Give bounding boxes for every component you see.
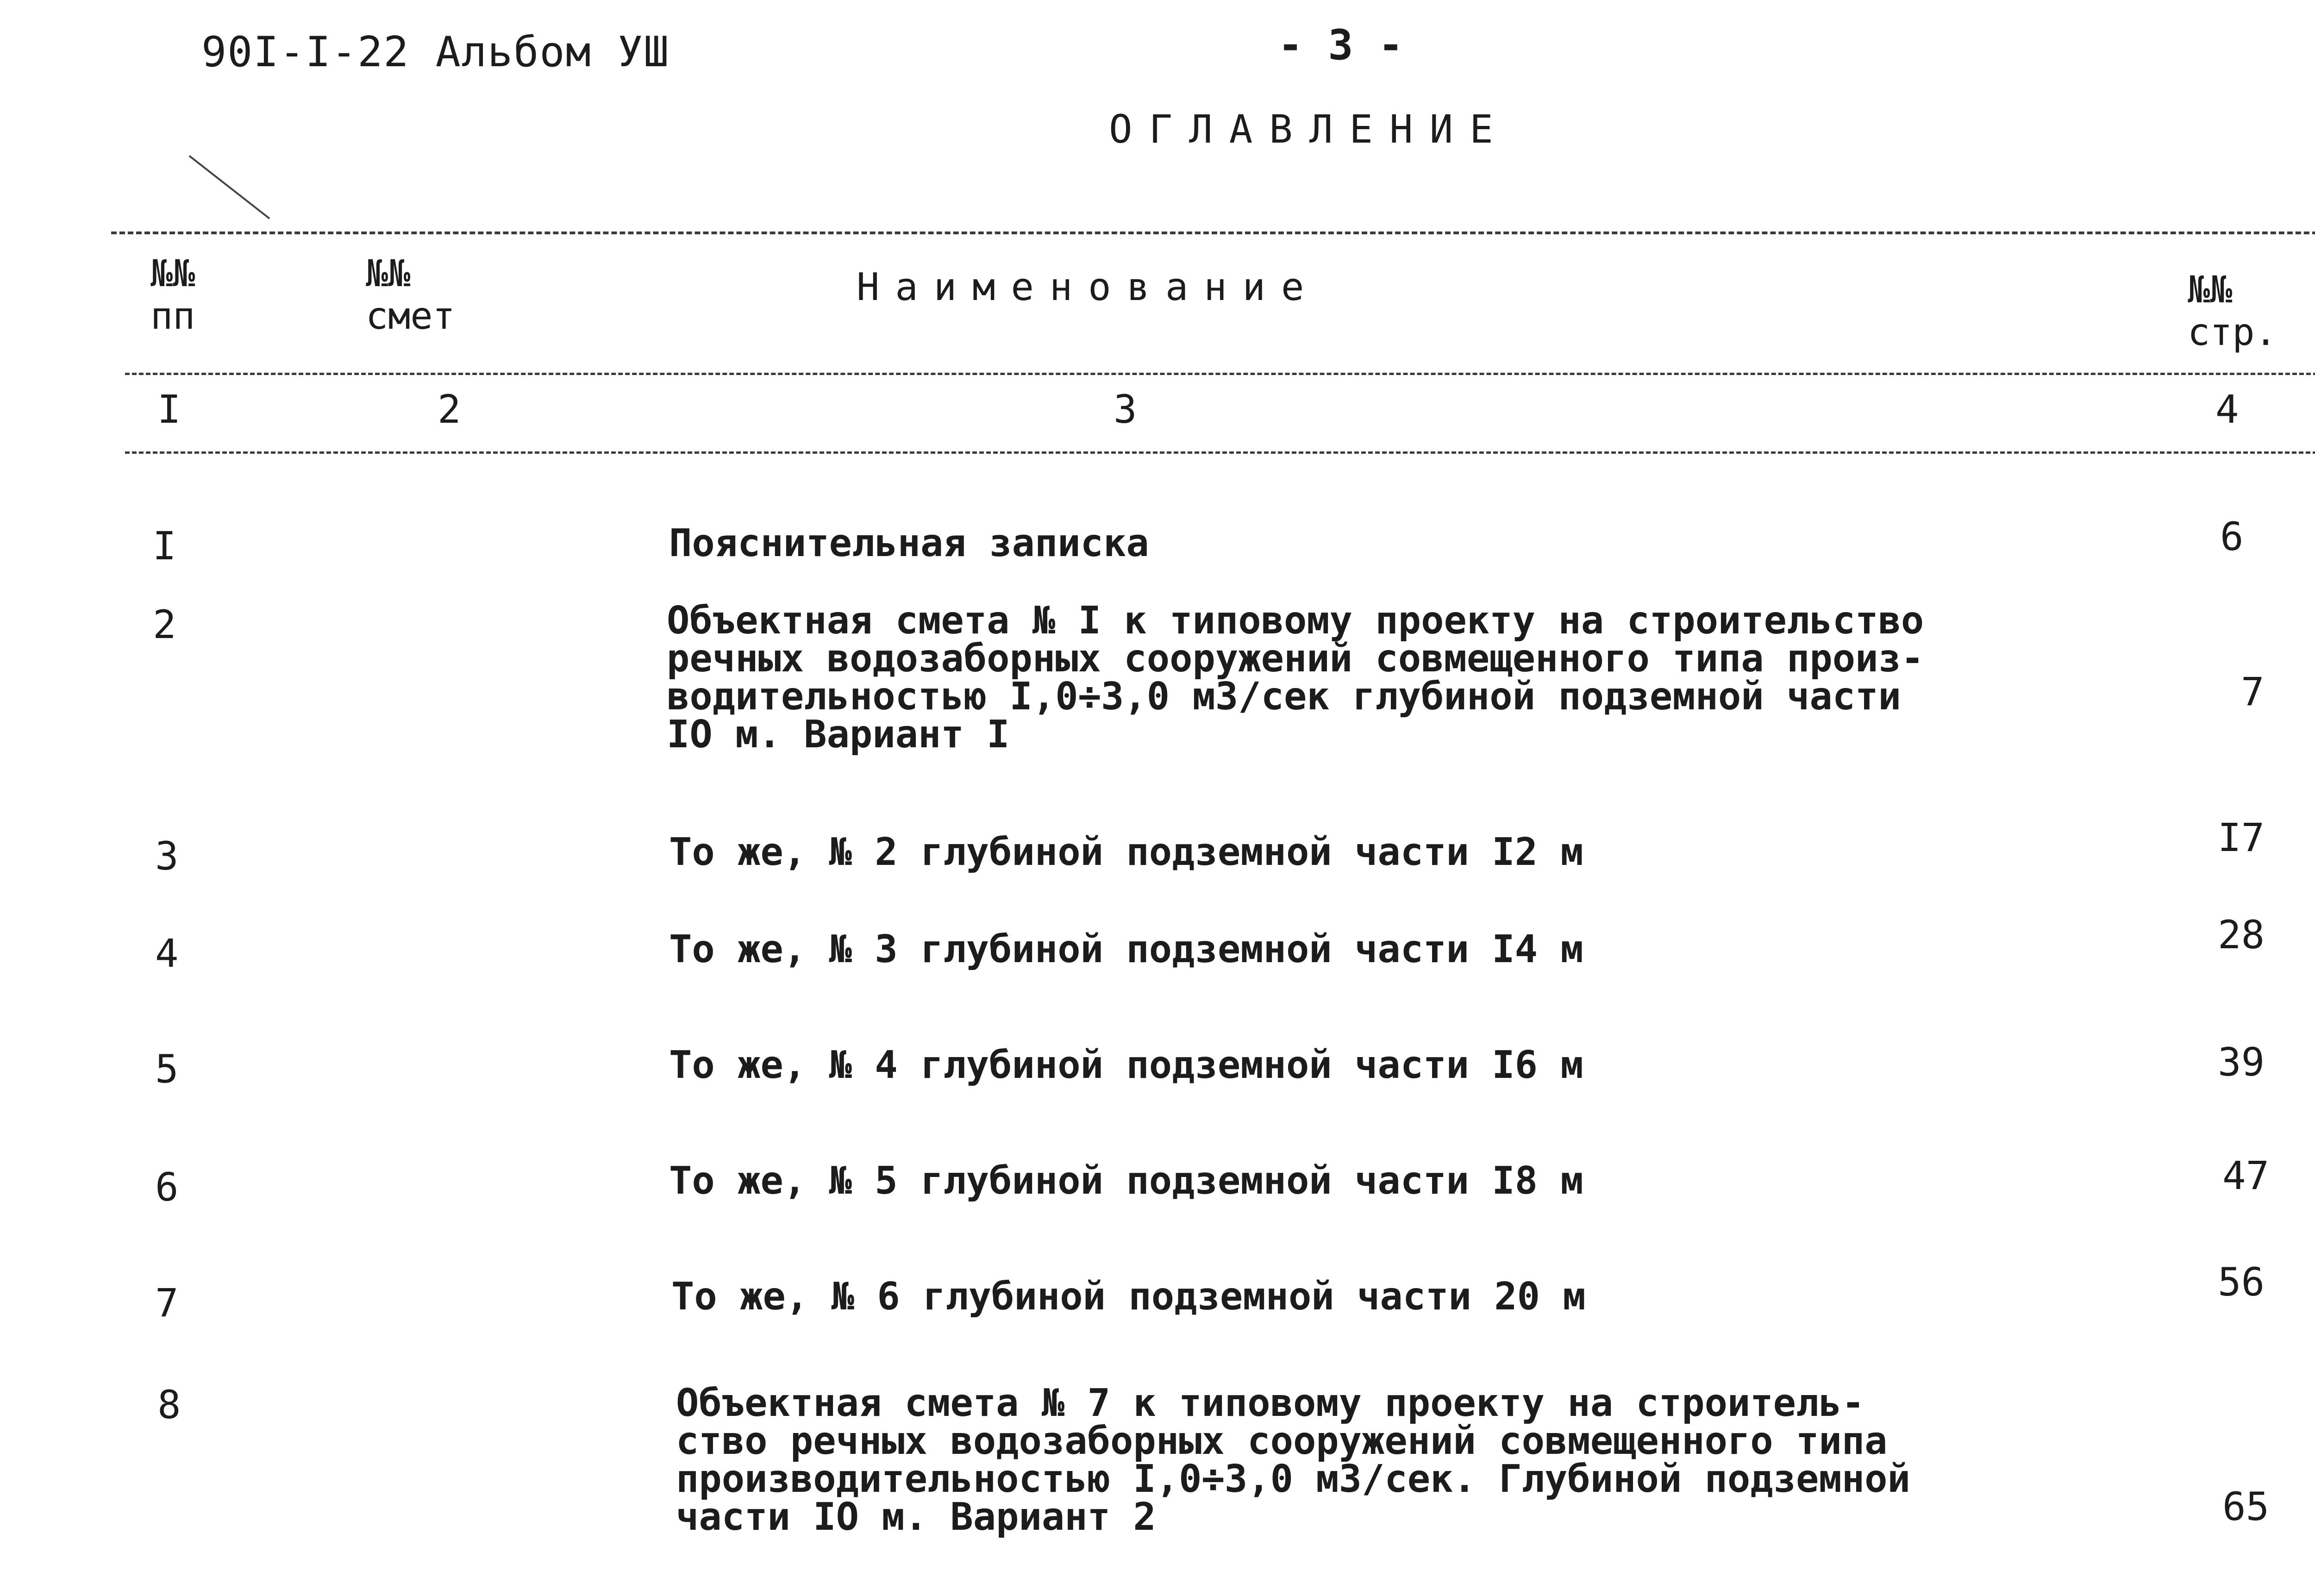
column-header-page [2188,269,2277,354]
row-page: 39 [2218,1039,2265,1085]
row-page: 7 [2241,669,2265,714]
column-index: I [157,387,181,432]
column-index: 2 [438,387,461,432]
row-number: 5 [155,1046,179,1092]
row-page: 6 [2220,514,2244,559]
column-header-line: пп [150,294,195,338]
header-divider-rule [125,373,2315,375]
row-title: То же, № 5 глубиной подземной части I8 м [669,1159,1583,1203]
table-top-rule [111,232,2315,234]
row-page: I7 [2218,815,2265,860]
pen-stroke [189,155,270,219]
column-index: 3 [1114,387,1137,432]
row-number: I [153,523,176,569]
row-page: 65 [2222,1484,2270,1529]
page-title: ОГЛАВЛЕНИЕ [1109,106,1510,152]
column-header-line: №№ [2188,268,2233,311]
row-title: Объектная смета № I к типовому проекту на строительство речных водозаборных сооружений совмещенного типа произ- водительностью I,0÷3,0 м3/сек глубиной подземной части IO м. Вариант I [667,599,1924,757]
page-number: - 3 - [1278,21,1403,69]
header-bottom-rule [125,451,2315,454]
row-title: Объектная смета № 7 к типовому проекту на строитель- ство речных водозаборных сооружений совмещенного типа производительностью I,0÷3,0 м3/сек. Глубиной подземной части IO м. Вариант 2 [676,1381,1910,1539]
row-number: 8 [157,1382,181,1427]
row-title: То же, № 6 глубиной подземной части 20 м [671,1275,1586,1319]
column-header-line: смет [366,294,455,338]
row-title: То же, № 3 глубиной подземной части I4 м [669,927,1583,971]
row-page: 56 [2218,1259,2265,1305]
document-code: 90I-I-22 Альбом УШ [201,28,670,76]
row-number: 2 [153,602,176,647]
row-page: 28 [2218,912,2265,958]
column-header-line: №№ [366,252,411,295]
row-number: 3 [155,833,179,879]
row-number: 6 [155,1164,179,1210]
row-number: 7 [155,1280,179,1326]
row-title: То же, № 4 глубиной подземной части I6 м [669,1043,1583,1087]
row-page: 47 [2222,1153,2270,1198]
column-header-name: Наименование [857,265,1320,309]
row-title: То же, № 2 глубиной подземной части I2 м [669,830,1583,874]
column-header-line: №№ [150,252,195,295]
column-header-item-number [150,252,195,338]
column-header-estimate-number [366,252,455,338]
row-number: 4 [155,931,179,976]
column-header-line: стр. [2188,311,2277,354]
column-index: 4 [2215,387,2239,432]
row-title: Пояснительная записка [669,521,1149,565]
